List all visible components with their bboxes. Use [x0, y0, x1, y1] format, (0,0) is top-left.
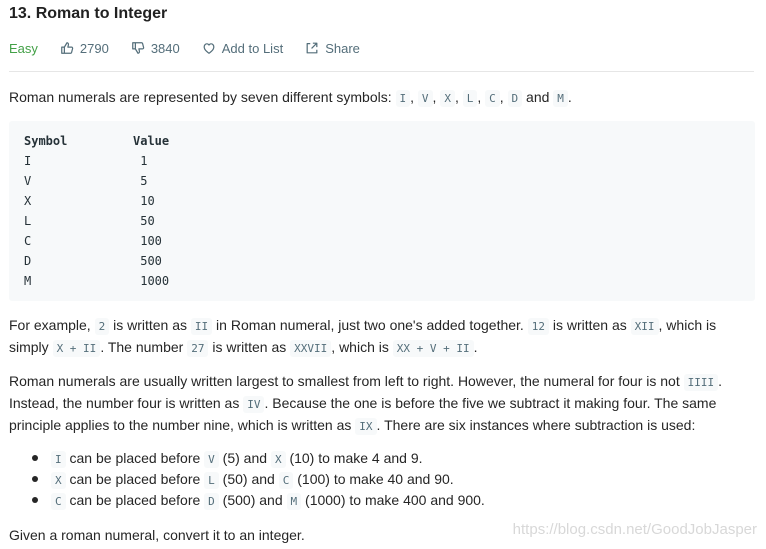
text-segment: (10) to make 4 and 9.: [285, 450, 423, 466]
text-segment: . Instead, the number four is written as: [9, 373, 723, 411]
text-segment: and: [526, 89, 550, 105]
text-segment: ,: [477, 89, 482, 105]
text-segment: is written as: [208, 339, 291, 355]
conclusion-paragraph: Given a roman numeral, convert it to an integer.: [9, 527, 305, 543]
text-segment: ,: [454, 89, 459, 105]
text-segment: is written as: [548, 317, 631, 333]
inline-code: II: [191, 318, 212, 335]
inline-code: 2: [95, 318, 110, 335]
inline-code: 27: [187, 340, 208, 357]
text-segment: For example,: [9, 317, 95, 333]
inline-code: C: [279, 472, 294, 489]
text-segment: M: [24, 274, 32, 288]
symbol-code: C: [485, 90, 500, 107]
text-segment: ,: [499, 89, 504, 105]
text-segment: Roman numerals are usually written largest to smallest from left to right. However, the numeral for four is not: [9, 373, 684, 389]
inline-code: X: [51, 472, 66, 489]
text-segment: , which is simply: [9, 317, 717, 355]
subtraction-rules-list: [9, 448, 485, 511]
inline-code: IX: [355, 418, 376, 435]
symbol-code: I: [396, 90, 411, 107]
inline-code: D: [204, 493, 219, 510]
text-segment: can be placed before: [65, 471, 205, 487]
share-button[interactable]: [305, 41, 360, 56]
text-segment: ,: [432, 89, 437, 105]
text-segment: D: [24, 254, 32, 268]
text-segment: 1000: [133, 274, 170, 288]
text-segment: 50: [133, 214, 155, 228]
text-segment: (1000) to make 400 and 900.: [301, 492, 485, 508]
header-divider: [9, 71, 754, 72]
symbol-code: M: [553, 90, 568, 107]
text-segment: C: [24, 234, 32, 248]
problem-meta-bar: [9, 39, 382, 57]
text-segment: (100) to make 40 and 90.: [293, 471, 454, 487]
text-segment: in Roman numeral, just two one's added together.: [212, 317, 528, 333]
inline-code: 12: [528, 318, 549, 335]
problem-title: 13. Roman to Integer: [9, 5, 168, 22]
inline-code: C: [51, 493, 66, 510]
text-segment: (50) and: [218, 471, 279, 487]
like-count: 2790: [79, 40, 109, 56]
text-segment: L: [24, 214, 32, 228]
text-segment: .: [473, 339, 478, 355]
text-segment: . Because the one is before the five we subtract it making four. The same principle applies to the number nine, which is written as: [9, 395, 717, 433]
thumbs-down-icon: [131, 41, 145, 55]
text-segment: V: [24, 174, 32, 188]
inline-code: XXVII: [290, 340, 331, 357]
text-segment: is written as: [109, 317, 191, 333]
subtraction-paragraph: [9, 371, 754, 437]
share-icon: [305, 41, 319, 55]
text-segment: Roman numerals are represented by seven different symbols:: [9, 89, 396, 105]
text-segment: 5: [133, 174, 148, 188]
text-segment: X: [24, 194, 32, 208]
inline-code: M: [287, 493, 302, 510]
like-button[interactable]: [60, 41, 109, 56]
text-segment: 1: [133, 154, 148, 168]
dislike-button[interactable]: [131, 41, 180, 56]
text-segment: 10: [133, 194, 155, 208]
difficulty-badge: Easy: [9, 40, 38, 56]
inline-code: X: [271, 451, 286, 468]
symbol-value-table: [9, 121, 755, 301]
table-header-symbol: Symbol: [24, 134, 68, 148]
inline-code: V: [204, 451, 219, 468]
list-item: [9, 469, 485, 490]
text-segment: .: [567, 89, 572, 105]
add-to-list-button[interactable]: [202, 41, 283, 56]
text-segment: . The number: [100, 339, 188, 355]
symbol-code: D: [508, 90, 523, 107]
inline-code: L: [204, 472, 219, 489]
inline-code: X + II: [53, 340, 101, 357]
text-segment: 100: [133, 234, 162, 248]
table-header-value: Value: [133, 134, 170, 148]
text-segment: ,: [410, 89, 415, 105]
inline-code: IIII: [684, 374, 719, 391]
symbol-code: L: [463, 90, 478, 107]
text-segment: , which is: [331, 339, 393, 355]
text-segment: (500) and: [218, 492, 287, 508]
text-segment: can be placed before: [65, 492, 205, 508]
text-segment: 500: [133, 254, 162, 268]
symbol-code: V: [418, 90, 433, 107]
inline-code: IV: [243, 396, 264, 413]
watermark: https://blog.csdn.net/GoodJobJasper: [512, 521, 757, 538]
inline-code: XII: [631, 318, 659, 335]
list-item: [9, 490, 485, 511]
text-segment: can be placed before: [65, 450, 205, 466]
inline-code: XX + V + II: [393, 340, 474, 357]
inline-code: I: [51, 451, 66, 468]
share-label: Share: [325, 40, 360, 56]
heart-icon: [202, 41, 216, 55]
example-paragraph: [9, 315, 754, 359]
add-to-list-label: Add to List: [221, 40, 284, 56]
symbol-code: X: [440, 90, 455, 107]
dislike-count: 3840: [150, 40, 180, 56]
text-segment: I: [24, 154, 32, 168]
text-segment: (5) and: [218, 450, 271, 466]
text-segment: . There are six instances where subtraction is used:: [376, 417, 696, 433]
thumbs-up-icon: [60, 41, 74, 55]
list-item: [9, 448, 485, 469]
intro-paragraph: [9, 87, 754, 109]
